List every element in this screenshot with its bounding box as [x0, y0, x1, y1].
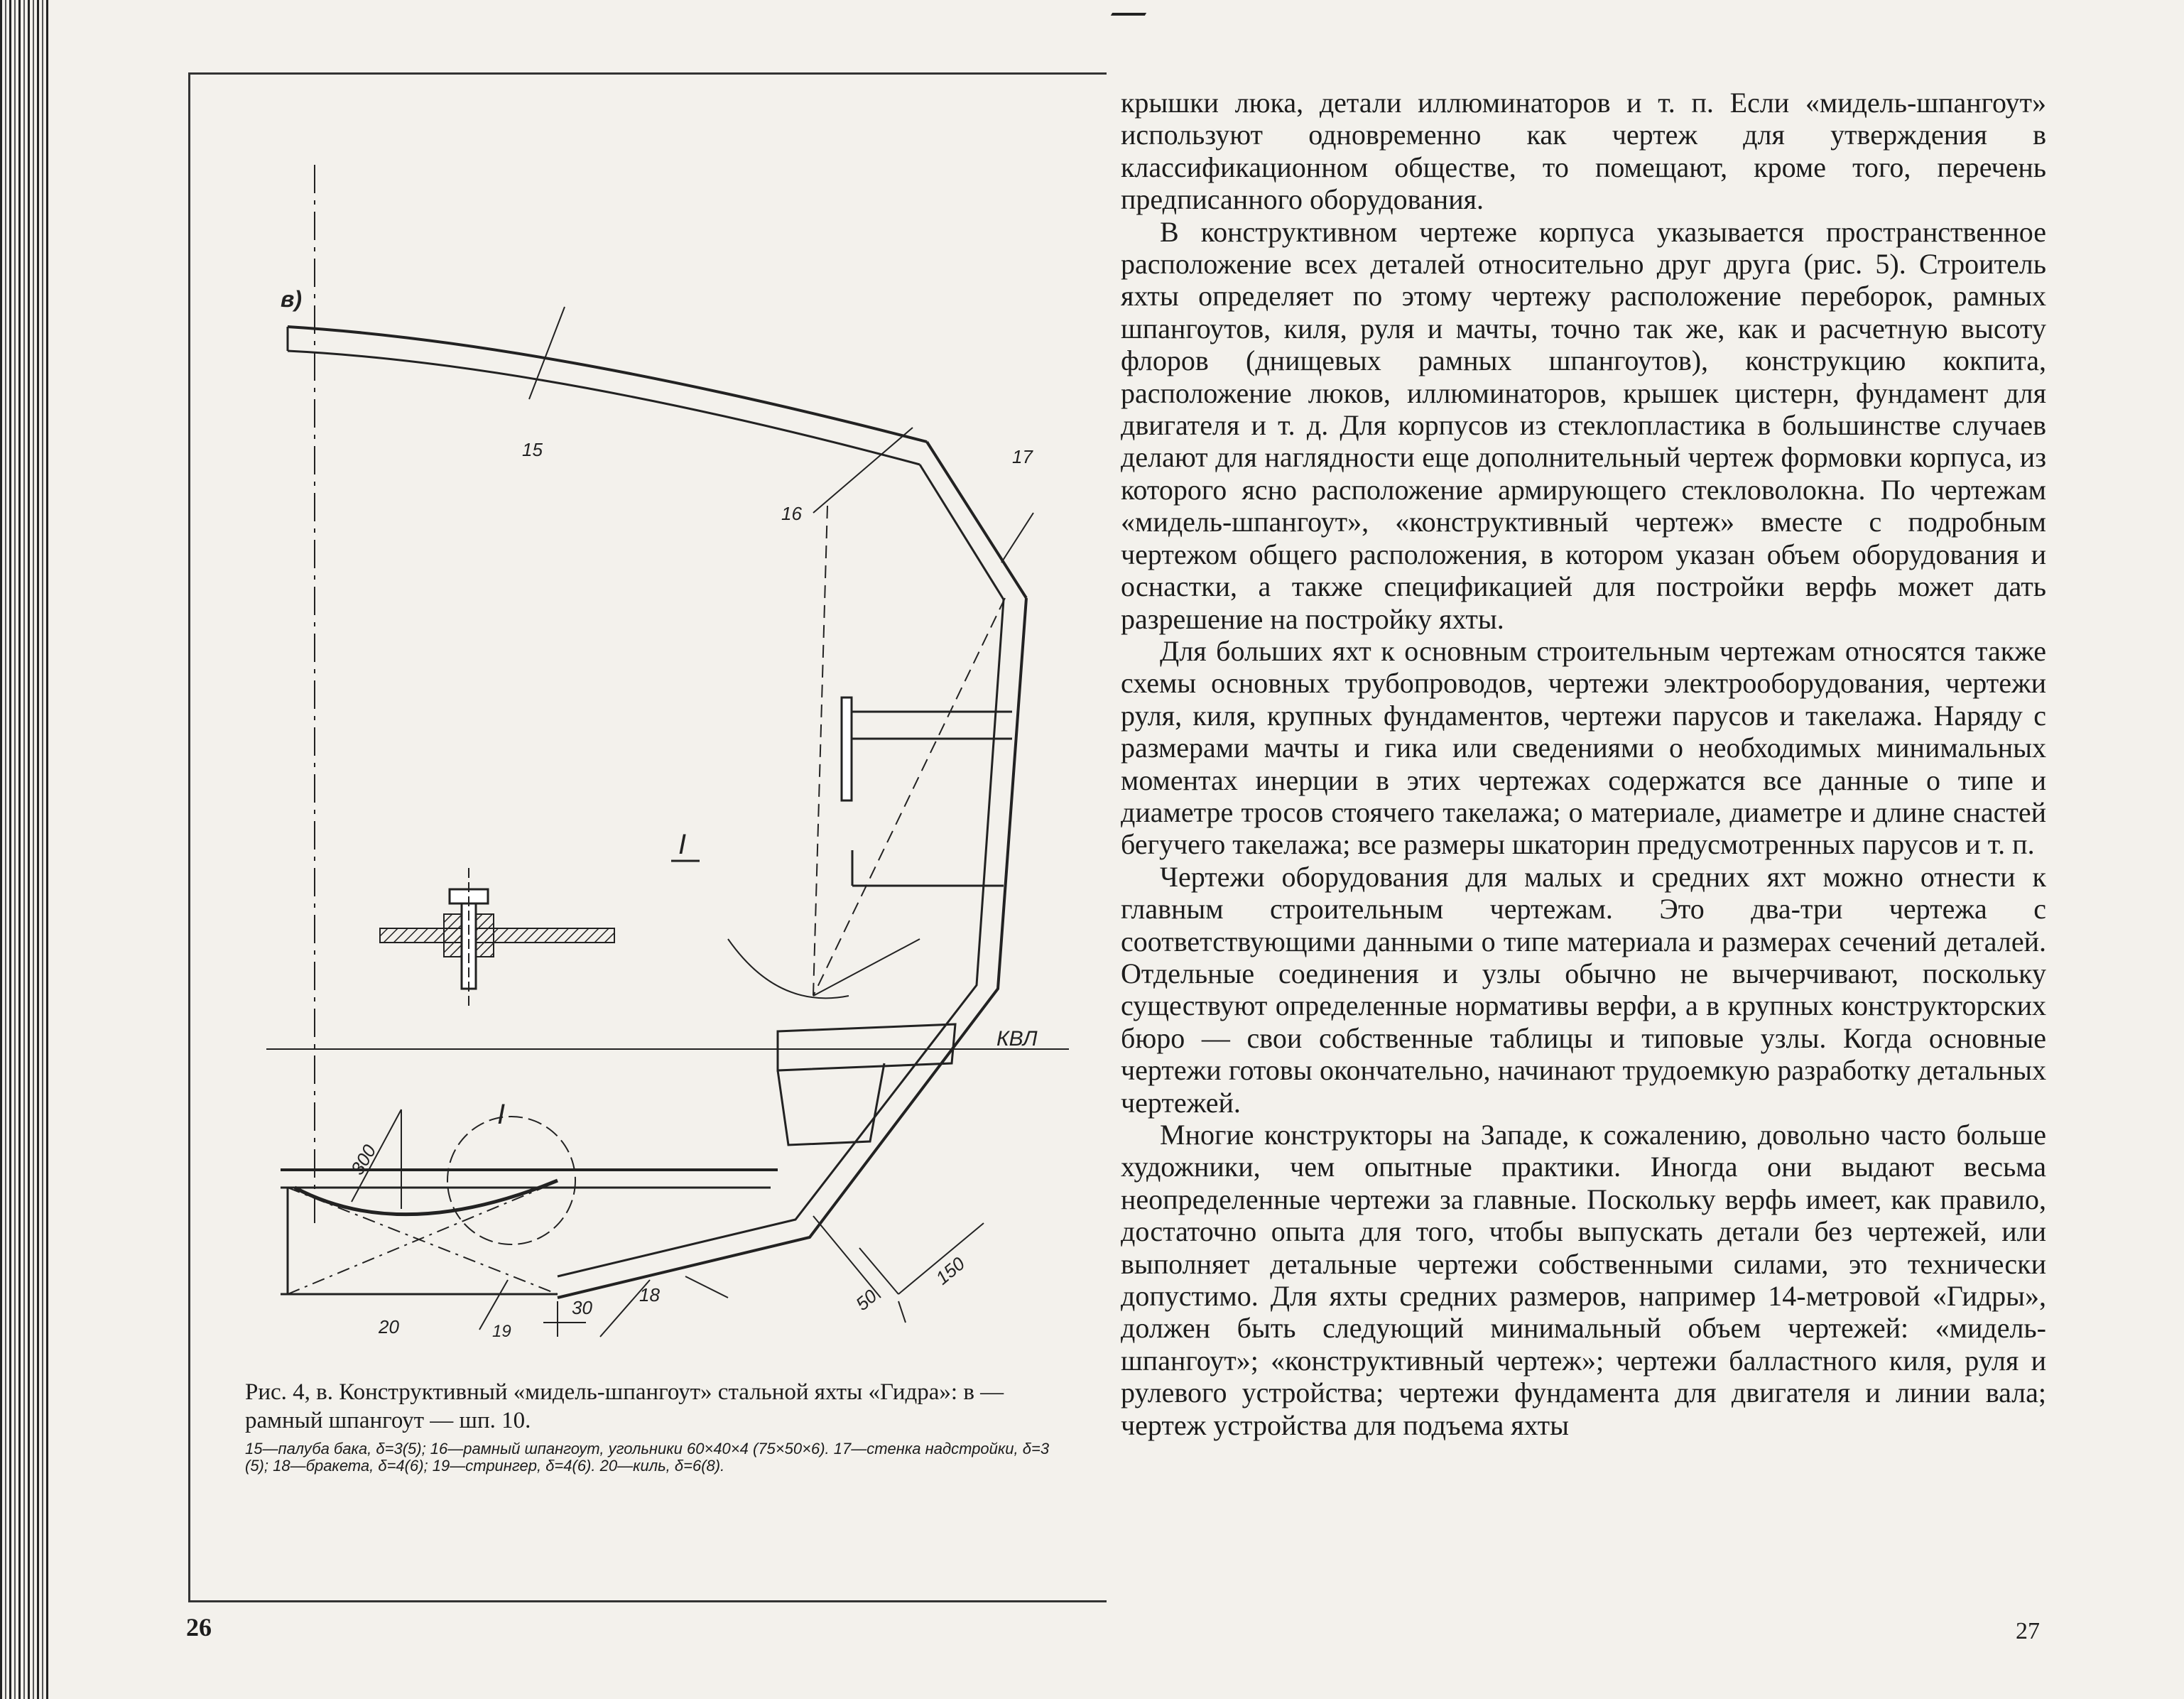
part-label-20: 20: [379, 1316, 399, 1337]
cabin-side-outer: [927, 442, 1026, 598]
paragraph-4: Чертежи оборудования для малых и средних яхт можно отнести к главным строительным чертежам. Это два-три чертежа с соответствующими данными о типе материала и размерах сечений деталей. Отдельные соединения и узлы обычно не вычерчивают, поскольку существуют определенные нормативы верфи, а в крупных конструкторских бюро — свои собственные таблицы и типовые узлы. Когда основные чертежи готовы окончательно, начинают трудоемкую разработку детальных чертежей.: [1121, 860, 2046, 1119]
part-label-17: 17: [1012, 446, 1033, 467]
right-page-text: [1121, 87, 2046, 1441]
paragraph-1: крышки люка, детали иллюминаторов и т. п. Если «мидель-шпангоут» используют одновременно как чертеж для утверждения в классификационном обществе, то помещают, кроме того, перечень предписанного оборудования.: [1121, 87, 2046, 216]
figure-caption: [245, 1378, 1069, 1475]
page-number-left: 26: [186, 1613, 212, 1641]
paragraph-5: Многие конструкторы на Западе, к сожалению, довольно часто больше художники, чем опытные практики. Иногда они выдают весьма неопределенные чертежи за главные. Поскольку верфь имеет, как правило, достаточно опыта для того, чтобы выпускать детали без чертежей, или выполняет детальные чертежи собственными силами, это технически допустимо. Для яхты средних размеров, например 14-метровой «Гидры», должен быть следующий минимальный объем чертежей: «мидель-шпангоут»; «конструктивный чертеж»; чертежи балластного киля, руля и рулевого устройства; чертежи фундамента для двигателя и линии вала; чертеж устройства для подъема яхты: [1121, 1119, 2046, 1441]
midship-section-drawing: [188, 72, 1104, 1372]
part-label-16: 16: [781, 503, 802, 524]
hull-outer: [558, 598, 1026, 1298]
hull-inner: [558, 599, 1004, 1276]
caption-legend: 15—палуба бака, δ=3(5); 16—рамный шпангоут, угольники 60×40×4 (75×50×6). 17—стенка надстройки, δ=3 (5); 18—бракета, δ=4(6); 19—стрингер, δ=4(6). 20—киль, δ=6(8).: [245, 1440, 1050, 1475]
paragraph-2: В конструктивном чертеже корпуса указывается пространственное расположение всех деталей относительно друг друга (рис. 5). Строитель яхты определяет по этому чертежу расположение переборок, рамных шпангоутов, киля, руля и мачты, точно так же, как и расчетную высоту флоров (днищевых рамных шпангоутов), конструкцию кокпита, расположение люков, иллюминаторов, крышек цистерн, фундамент для двигателя и т. д. Для корпусов из стеклопластика в большинстве случаев делают для наглядности еще дополнительный чертеж формовки корпуса, из которого ясно расположение армирующего стекловолокна. По чертежам «мидель-шпангоут», «конструктивный чертеж» вместе с подробным чертежом общего расположения, в котором указан объем оборудования и оснастки, а также спецификацией для постройки верфь может дать разрешение на постройку яхты.: [1121, 215, 2046, 635]
part-label-15: 15: [522, 439, 543, 460]
detail-label: I: [497, 1099, 506, 1130]
waterline-label: КВЛ: [996, 1027, 1038, 1051]
dim-150: 150: [931, 1252, 969, 1289]
page-number-right: 27: [2016, 1618, 2040, 1644]
dim-300: 300: [346, 1141, 381, 1178]
part-label-19: 19: [492, 1322, 511, 1341]
joint-detail: [380, 868, 614, 1010]
view-label: в): [281, 286, 302, 312]
caption-title: Рис. 4, в. Конструктивный «мидель-шпангоут» стальной яхты «Гидра»: в — рамный шпангоут — шп. 10.: [245, 1379, 1004, 1433]
paragraph-3: Для больших яхт к основным строительным чертежам относятся также схемы основных трубопроводов, чертежи электрооборудования, чертежи руля, киля, крупных фундаментов, чертежи парусов и такелажа. Наряду с размерами мачты и гика или сведениями о необходимых минимальных моментах инерции в этих чертежах содержатся все данные о типе и диаметре тросов стоячего такелажа; о материале, диаметре и длине снастей бегучего такелажа; все размеры шкаторин предусмотренных парусов и т. п.: [1121, 634, 2046, 861]
section-label: I: [678, 829, 687, 860]
part-label-18: 18: [639, 1284, 660, 1306]
top-dash-mark: [1111, 13, 1146, 16]
dim-30: 30: [572, 1297, 592, 1318]
deck-line-outer: [288, 327, 927, 442]
dim-50: 50: [851, 1285, 881, 1315]
book-binding-edge: [0, 0, 51, 1699]
